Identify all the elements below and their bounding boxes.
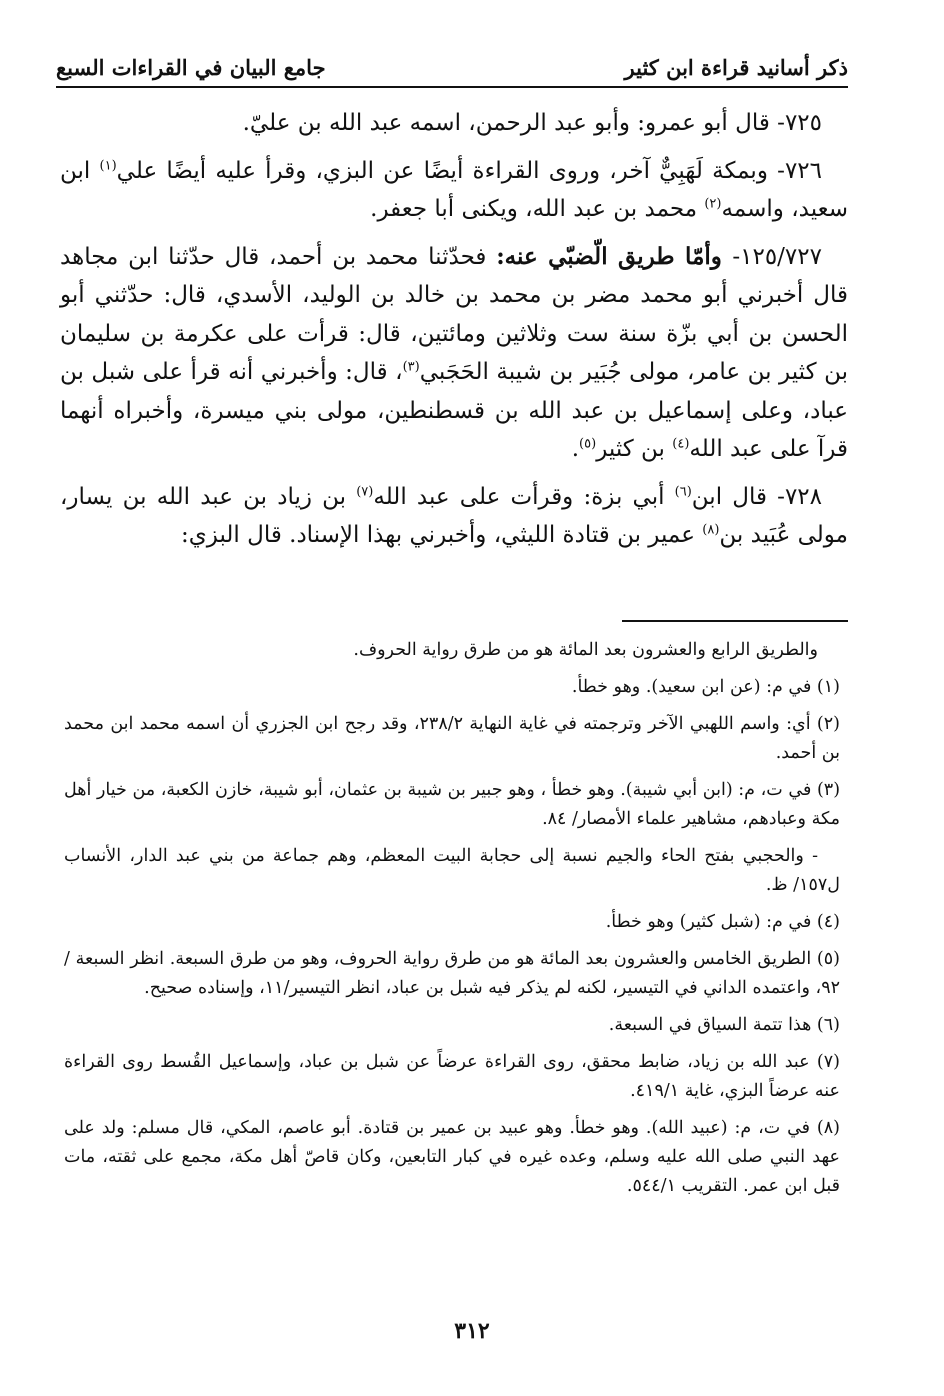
paragraph-text: عمير بن قتادة الليثي، وأخبرني بهذا الإسناد. قال البزي: <box>181 522 703 548</box>
paragraph-text: محمد بن عبد الله، ويكنى أبا جعفر. <box>370 196 705 222</box>
paragraph-text: ابن سعيد، واسمه <box>60 157 848 222</box>
paragraph-text: فحدّثنا محمد بن أحمد، قال حدّثنا ابن مجاهد قال أخبرني أبو محمد مضر بن محمد بن خالد بن الوليد، الأسدي، قال: حدّثني أبو الحسن بن أبي بزّة سنة ست وثلاثين ومائتين، قال: قرأت على عكرمة بن سليمان بن كثير بن عامر، مولى جُبَير بن شيبة الحَجَبي <box>60 243 848 385</box>
paragraph-number: ١٢٥/٧٢٧- <box>732 243 822 270</box>
paragraph-number: ٧٢٦- <box>777 157 822 184</box>
paragraph-725 <box>60 104 848 143</box>
footnote: - والحجبي بفتح الحاء والجيم نسبة إلى حجابة البيت المعظم، وهم جماعة من بني عبد الدار، الأنساب ل١٥٧/ ظ. <box>64 846 840 895</box>
running-header <box>56 52 848 88</box>
header-right-title: ذكر أسانيد قراءة ابن كثير <box>624 55 848 80</box>
main-text <box>60 104 848 564</box>
footnote: (٧) عبد الله بن زياد، ضابط محقق، روى القراءة عرضاً عن شبل بن عباد، وإسماعيل القُسط روى القراءة عنه عرضاً البزي، غاية ٤١٩/١. <box>64 1052 840 1101</box>
footnote-ref: (٣) <box>402 359 420 375</box>
footnote-ref: (٦) <box>674 483 692 499</box>
paragraph-text: قال ابن <box>691 483 778 510</box>
header-left-title: جامع البيان في القراءات السبع <box>56 55 326 80</box>
footnote-ref: (١) <box>99 157 117 173</box>
paragraph-text: بن كثير <box>596 436 673 462</box>
footnote: (٥) الطريق الخامس والعشرون بعد المائة هو من طرق رواية الحروف، وهو من طرق السبعة. انظر السبعة /٩٢، واعتمده الداني في التيسير، لكنه لم يذكر فيه شبل بن عباد، انظر التيسير/١١، وإسناده صحيح. <box>64 949 840 998</box>
footnote: (١) في م: (عن ابن سعيد). وهو خطأ. <box>571 677 840 697</box>
paragraph-text: . <box>571 436 580 462</box>
paragraph-heading: وأمّا طريق الّضبّي عنه: <box>496 242 733 270</box>
footnote-ref: (٥) <box>579 436 597 452</box>
paragraph-number: ٧٢٨- <box>777 483 822 510</box>
paragraph-text: قال أبو عمرو: وأبو عبد الرحمن، اسمه عبد الله بن عليّ. <box>242 110 778 136</box>
footnote: (٨) في ت، م: (عبيد الله). وهو خطأ. وهو عبيد بن عمير بن قتادة. أبو عاصم، المكي، قال مسلم: ولد على عهد النبي صلى الله عليه وسلم، وعده غيره في كبار التابعين، وكان قاصّ أهل مكة، مجمع على ثقته، مات قبل ابن عمر. التقريب ٥٤٤/١. <box>64 1118 840 1196</box>
footnote-separator <box>622 620 848 622</box>
paragraph-number: ٧٢٥- <box>777 110 822 136</box>
footnote-ref: (٨) <box>702 522 720 538</box>
paragraph-text: وبمكة لَهَبِيٌّ آخر، وروى القراءة أيضًا عن البزي، وقرأ عليه أيضًا علي <box>116 157 778 184</box>
footnote: (٦) هذا تتمة السياق في السبعة. <box>608 1015 840 1035</box>
paragraph-727 <box>60 238 848 469</box>
footnote-ref: (٤) <box>672 436 690 452</box>
paragraph-text: ، قال: وأخبرني أنه قرأ على شبل بن عباد، وعلى إسماعيل بن عبد الله بن قسطنطين، مولى بني ميسرة، وأخبراه أنهما قرآ على عبد الله <box>60 359 848 462</box>
paragraph-726 <box>60 152 848 229</box>
footnote: (٣) في ت، م: (ابن أبي شيبة). وهو خطأ ، وهو جبير بن شيبة بن عثمان، أبو شيبة، خازن الكعبة، من خيار أهل مكة وعبادهم، مشاهير علماء الأمصار/ ٨٤. <box>64 780 841 829</box>
footnote-ref: (٢) <box>704 196 722 212</box>
paragraph-text: أبي بزة: وقرأت على عبد الله <box>373 483 675 510</box>
footnote: (٢) أي: واسم اللهبي الآخر وترجمته في غاية النهاية ٢٣٨/٢، وقد رجح ابن الجزري أن اسمه محمد ابن محمد بن أحمد. <box>64 714 840 763</box>
footnotes <box>64 636 840 1209</box>
paragraph-728 <box>60 478 848 555</box>
footnote: (٤) في م: (شبل كثير) وهو خطأ. <box>605 912 840 932</box>
page-number: ٣١٢ <box>454 1318 490 1344</box>
footnote-ref: (٧) <box>356 483 374 499</box>
paragraph-text: بن زياد بن عبد الله بن يسار، مولى عُبَيد بن <box>60 483 848 548</box>
footnote: والطريق الرابع والعشرون بعد المائة هو من طرق رواية الحروف. <box>353 640 818 660</box>
